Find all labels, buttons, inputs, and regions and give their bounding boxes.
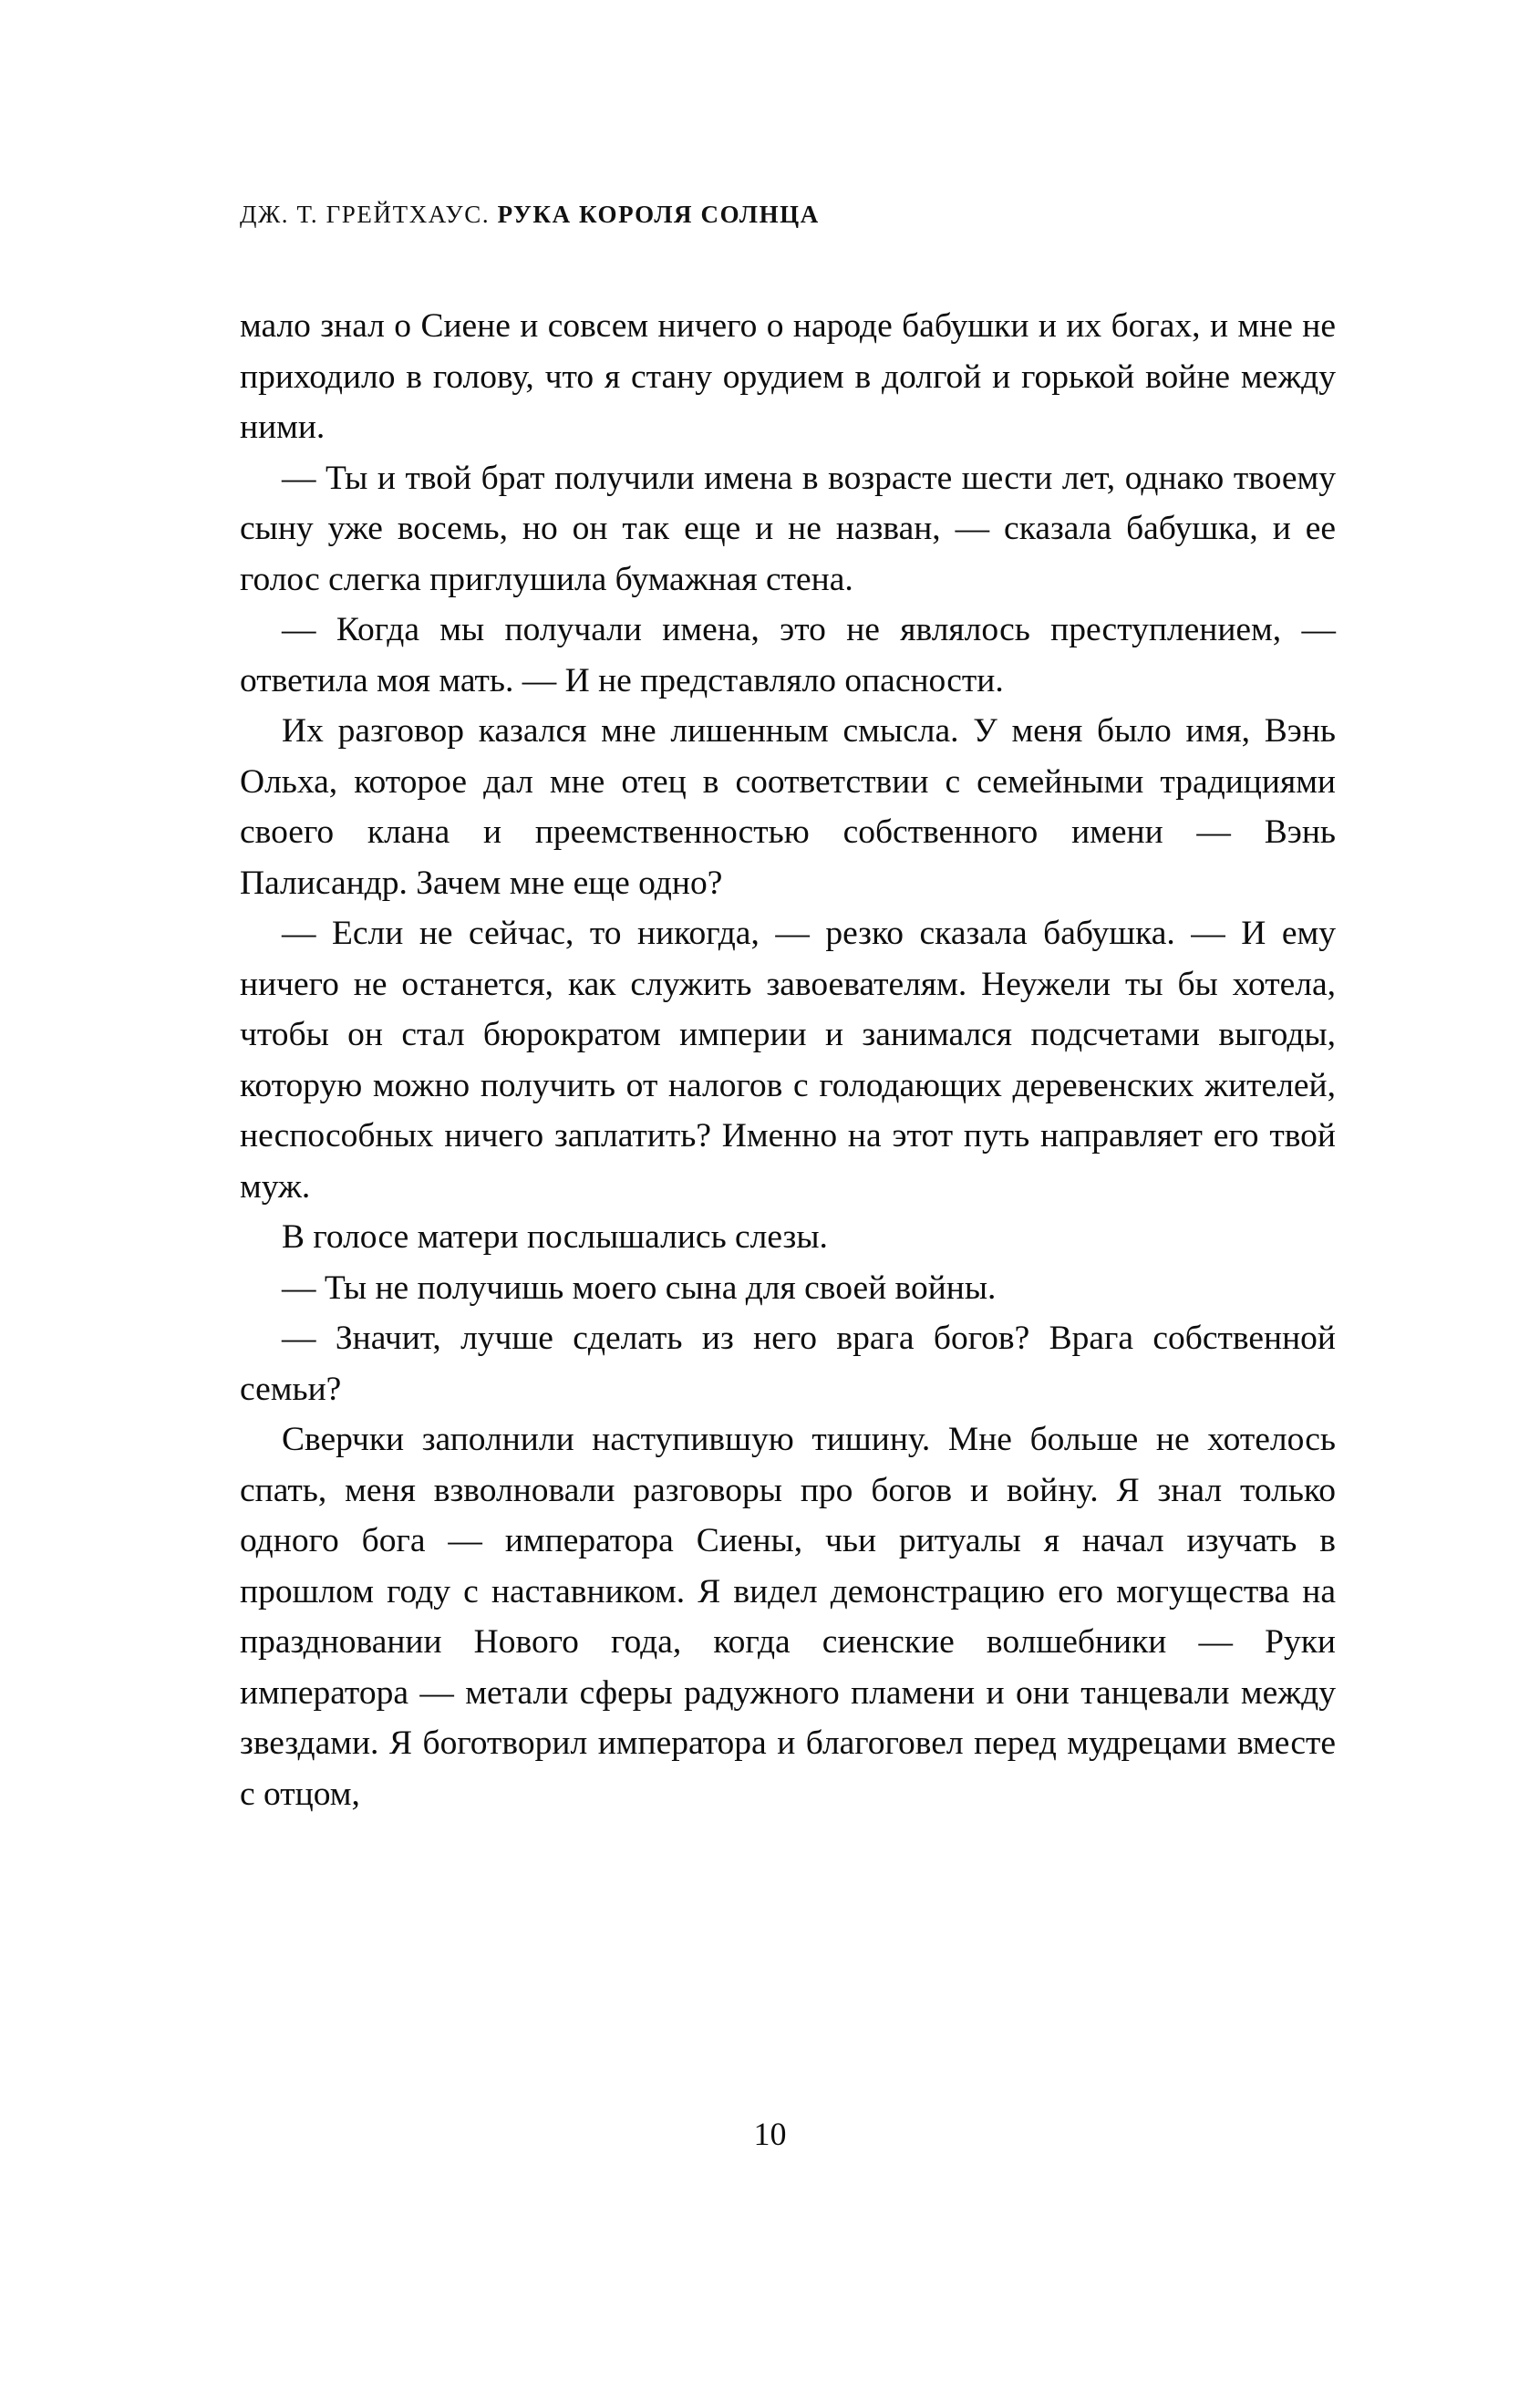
paragraph-dialogue: — Если не сейчас, то никогда, — резко сказала бабушка. — И ему ничего не останется, как служить завоевателям. Неужели ты бы хотела, чтобы он стал бюрократом империи и занимался подсчетами выгоды, которую можно получить от налогов с голодающих деревенских жителей, неспособных ничего заплатить? Именно на этот путь направляет его твой муж.	[240, 915, 1336, 1206]
paragraph: Их разговор казался мне лишенным смысла. У меня было имя, Вэнь Ольха, которое дал мне отец в соответствии с семейными традициями своего клана и преемственностью собственного имени — Вэнь Палисандр. Зачем мне еще одно?	[240, 712, 1336, 902]
paragraph: Сверчки заполнили наступившую тишину. Мне больше не хотелось спать, меня взволновали разговоры про богов и войну. Я знал только одного бога — императора Сиены, чьи ритуалы я начал изучать в прошлом году с наставником. Я видел демонстрацию его могущества на праздновании Нового года, когда сиенские волшебники — Руки императора — метали сферы радужного пламени и они танцевали между звездами. Я боготворил императора и благоговел перед мудрецами вместе с отцом,	[240, 1421, 1336, 1813]
body-text-column	[240, 301, 1336, 1819]
running-header	[240, 199, 1336, 230]
paragraph-dialogue: — Когда мы получали имена, это не являлось преступлением, — ответила моя мать. — И не представляло опасности.	[240, 611, 1336, 699]
paragraph-dialogue: — Ты и твой брат получили имена в возрасте шести лет, однако твоему сыну уже восемь, но он так еще и не назван, — сказала бабушка, и ее голос слегка приглушила бумажная стена.	[240, 459, 1336, 598]
paragraph-dialogue: — Ты не получишь моего сына для своей войны.	[282, 1268, 997, 1307]
paragraph: В голосе матери послышались слезы.	[282, 1218, 828, 1256]
running-header-separator	[490, 201, 497, 228]
paragraph: мало знал о Сиене и совсем ничего о народе бабушки и их богах, и мне не приходило в голову, что я стану орудием в долгой и горькой войне между ними.	[240, 307, 1336, 446]
running-header-author: ДЖ. Т. ГРЕЙТХАУС.	[240, 201, 491, 228]
paragraph-dialogue: — Значит, лучше сделать из него врага богов? Врага собственной семьи?	[240, 1320, 1336, 1408]
running-header-title: РУКА КОРОЛЯ СОЛНЦА	[497, 201, 820, 228]
page-number: 10	[753, 2116, 787, 2152]
